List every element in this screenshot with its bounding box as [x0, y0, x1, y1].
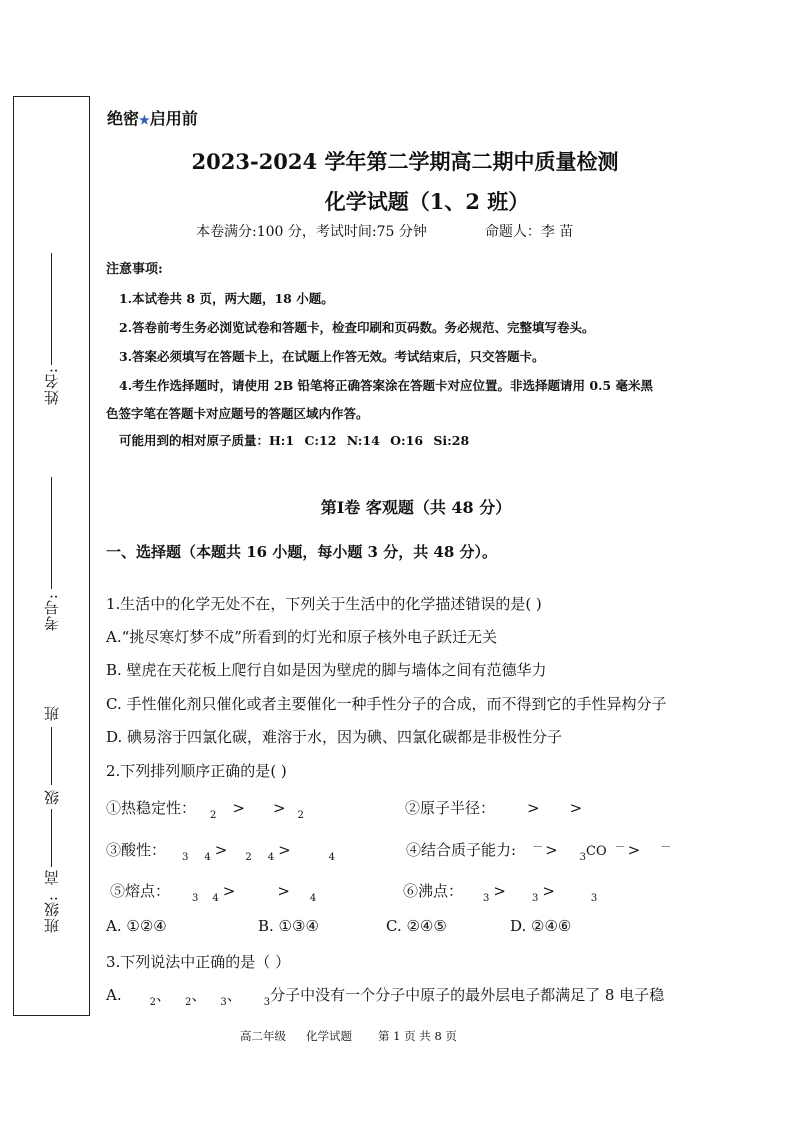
greater-than: > [493, 882, 506, 900]
separator: 、 [155, 986, 171, 1004]
subscript: 2 [245, 852, 252, 863]
greater-than: > [569, 799, 583, 817]
subscript: 3 [263, 997, 271, 1008]
question-2-option-c: C. ②④⑤ [386, 917, 447, 935]
question-2-stem: 2.下列排列顺序正确的是( ) [106, 762, 287, 780]
exam-no-label: 考号: [43, 593, 61, 632]
question-2-option-d: D. ②④⑥ [510, 917, 572, 935]
subscript: 2 [149, 997, 156, 1008]
item-1-label: ①热稳定性： [106, 799, 197, 817]
subscript: 3 [483, 893, 490, 904]
subscript: 3 [182, 852, 189, 863]
subscript: 4 [212, 893, 219, 904]
charge-minus: － [660, 840, 672, 853]
greater-than: > [222, 882, 236, 900]
subscript: 3 [220, 997, 227, 1008]
section-title [0, 495, 794, 518]
star-icon: ★ [139, 113, 150, 127]
note-item: 4.考生作选择题时，请使用 2B 铅笔将正确答案涂在答题卡对应位置。非选择题请用 0.5 毫米黑 [119, 378, 653, 393]
note-item: 色签字笔在答题卡对应题号的答题区域内作答。 [106, 406, 369, 421]
greater-than: > [232, 799, 245, 817]
section-title-text: 第Ⅰ卷 客观题（共 48 分） [320, 498, 512, 517]
grade-underline [51, 809, 52, 867]
class-char-ban: 班 [43, 705, 61, 721]
greater-than: > [627, 841, 641, 859]
charge-minus: － [532, 840, 544, 853]
notes-title: 注意事项: [106, 262, 163, 277]
subscript: 4 [328, 852, 336, 863]
grade-char-ji: 级 [43, 789, 61, 805]
question-2-option-b: B. ①③④ [258, 917, 319, 935]
subscript: 4 [309, 893, 317, 904]
item-2-atomic-radius [405, 797, 582, 818]
question-2-option-a: A. ①②④ [106, 917, 167, 935]
item-4-proton-affinity [406, 839, 672, 863]
before-use-text: 启用前 [149, 109, 198, 128]
confidential-text: 绝密 [107, 109, 140, 128]
note-item: 1.本试卷共 8 页，两大题，18 小题。 [119, 291, 334, 306]
item-5-melting-point [110, 880, 317, 904]
exam-no-underline [51, 477, 52, 589]
name-label: 姓名: [43, 367, 61, 406]
item-4-label: ④结合质子能力: [406, 841, 517, 859]
question-3-stem: 3.下列说法中正确的是（ ） [106, 953, 291, 971]
item-3-acidity [106, 839, 336, 863]
atomic-mass-line: 可能用到的相对原子质量：H:1 C:12 N:14 O:16 Si:28 [119, 433, 470, 448]
item-5-label: ⑤熔点： [110, 882, 171, 900]
greater-than: > [278, 841, 291, 859]
exam-subtitle [0, 186, 794, 216]
option-a-label: A. [106, 986, 122, 1004]
greater-than: > [277, 882, 290, 900]
item-3-label: ③酸性： [106, 841, 167, 859]
footer-page-number: 第 1 页 共 8 页 [378, 1029, 457, 1043]
item-2-label: ②原子半径： [405, 799, 496, 817]
subscript: 4 [204, 852, 211, 863]
exam-subtitle-text: 化学试题（1、2 班） [324, 189, 530, 214]
item-6-label: ⑥沸点： [403, 882, 464, 900]
grade-char-gao: 高 [43, 869, 61, 885]
separator: 、 [226, 986, 242, 1004]
greater-than: > [527, 799, 540, 817]
item-6-boiling-point [403, 880, 598, 904]
class-underline [51, 727, 52, 785]
note-item: 2.答卷前考生务必浏览试卷和答题卡，检查印刷和页码数。务必规范、完整填写卷头。 [119, 320, 595, 335]
subscript: 4 [267, 852, 275, 863]
separator: 、 [191, 986, 207, 1004]
subscript: 3 [531, 893, 539, 904]
page-footer [240, 1028, 457, 1044]
question-1-stem: 1.生活中的化学无处不在，下列关于生活中的化学描述错误的是( ) [106, 595, 542, 613]
name-underline [51, 253, 52, 365]
part-one-heading: 一、选择题（本题共 16 小题，每小题 3 分，共 48 分）。 [106, 543, 498, 561]
subscript: 2 [185, 997, 192, 1008]
question-1-option-a: A.“挑尽寒灯梦不成”所看到的灯光和原子核外电子跃迁无关 [106, 628, 497, 646]
binding-margin-box [13, 96, 90, 1016]
exam-meta [196, 221, 573, 241]
author-info: 命题人：李 苗 [484, 224, 574, 240]
score-time-info: 本卷满分:100 分，考试时间:75 分钟 [196, 224, 427, 240]
confidential-mark [107, 106, 198, 129]
subscript: 2 [210, 810, 217, 821]
exam-title-text: 2023-2024 学年第二学期高二期中质量检测 [191, 149, 619, 174]
question-1-option-b: B. 壁虎在天花板上爬行自如是因为壁虎的脚与墙体之间有范德华力 [106, 661, 547, 679]
greater-than: > [214, 841, 228, 859]
greater-than: > [545, 841, 558, 859]
question-1-option-c: C. 手性催化剂只催化或者主要催化一种手性分子的合成，而不得到它的手性异构分子 [106, 695, 667, 713]
subscript: 3 [579, 852, 587, 863]
footer-subject: 化学试题 [306, 1029, 352, 1043]
subscript: 2 [297, 810, 304, 821]
class-label: 班级: [43, 895, 61, 934]
item-1-thermal-stability [106, 797, 304, 821]
question-1-option-d: D. 碘易溶于四氯化碳，难溶于水，因为碘、四氯化碳都是非极性分子 [106, 728, 563, 746]
footer-grade: 高二年级 [240, 1029, 286, 1043]
question-3-option-a [106, 984, 665, 1008]
greater-than: > [272, 799, 286, 817]
charge-minus: － [614, 840, 626, 853]
exam-title [0, 146, 794, 176]
subscript: 3 [192, 893, 199, 904]
greater-than: > [542, 882, 555, 900]
subscript: 3 [590, 893, 598, 904]
carbonate-co: CO [586, 844, 607, 859]
option-a-text: 分子中没有一个分子中原子的最外层电子都满足了 8 电子稳 [270, 986, 665, 1004]
note-item: 3.答案必须填写在答题卡上，在试题上作答无效。考试结束后，只交答题卡。 [119, 349, 545, 364]
